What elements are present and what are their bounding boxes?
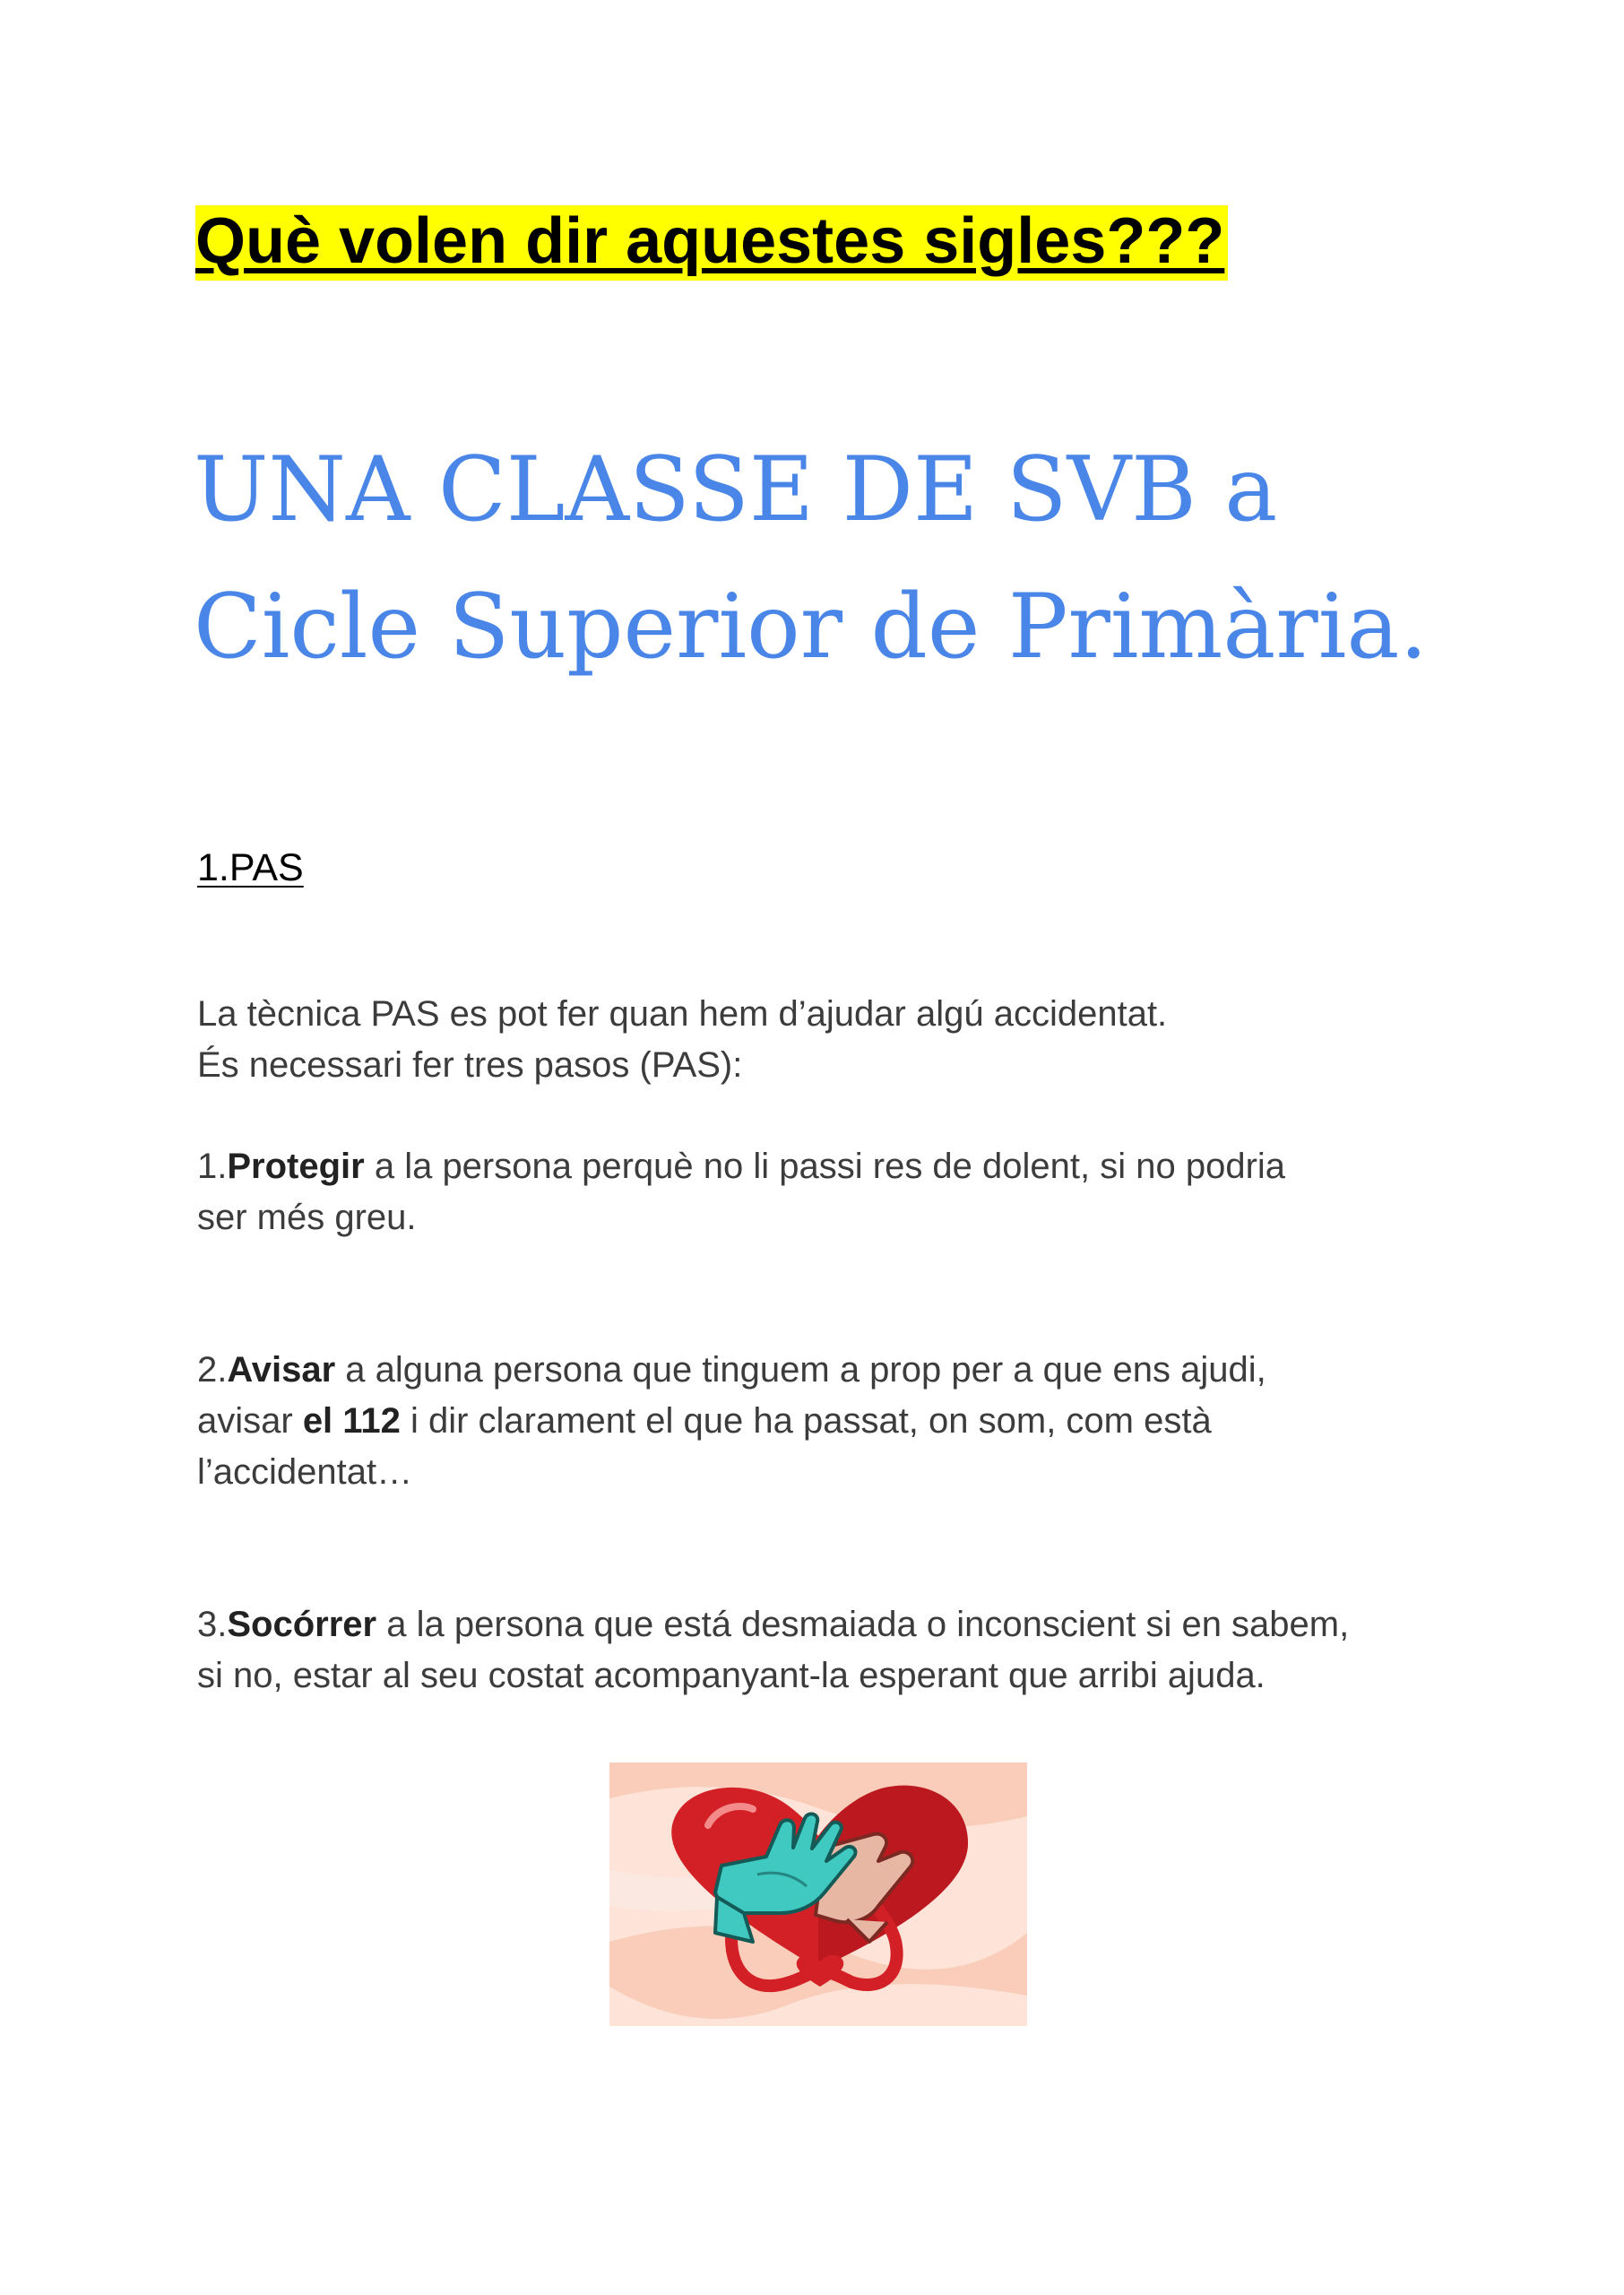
page-heading (195, 199, 1228, 283)
step-socorrer (197, 1599, 1452, 1702)
title-line-1: UNA CLASSE DE SVB a (194, 438, 1278, 541)
heading-text: Què volen dir aquestes sigles??? (195, 205, 1228, 281)
emergency-number: el 112 (302, 1401, 401, 1441)
step-1-line-2: ser més greu. (197, 1198, 417, 1237)
step-1-number: 1. (197, 1147, 228, 1186)
step-2-line-2 (197, 1396, 1452, 1447)
step-2-number: 2. (197, 1350, 228, 1390)
step-protegir (197, 1141, 1452, 1243)
step-3-line-1 (197, 1599, 1452, 1650)
step-2-keyword: Avisar (227, 1350, 336, 1390)
document-title (194, 421, 1538, 696)
step-2-line-2-pre: avisar (197, 1401, 303, 1441)
section-heading: 1.PAS (197, 846, 304, 889)
step-3-line-2: si no, estar al seu costat acompanyant-la esperant que arribi ajuda. (197, 1656, 1266, 1695)
step-2-text: a alguna persona que tinguem a prop per a que ens ajudi, (335, 1350, 1266, 1390)
step-1-line-1 (197, 1141, 1452, 1192)
step-avisar (197, 1345, 1452, 1498)
step-1-keyword: Protegir (227, 1147, 365, 1186)
intro-line-1: La tècnica PAS es pot fer quan hem d’ajudar algú accidentat. (197, 994, 1168, 1034)
step-2-line-3: l’accidentat… (197, 1452, 413, 1492)
step-2-line-1 (197, 1345, 1452, 1396)
step-3-text: a la persona que está desmaiada o inconscient si en sabem, (376, 1605, 1350, 1644)
title-line-2: Cicle Superior de Primària. (194, 576, 1428, 679)
cpr-hands-heart-icon (609, 1762, 1027, 2026)
step-3-keyword: Socórrer (227, 1605, 377, 1644)
step-2-line-2-rest: i dir clarament el que ha passat, on som, com està (400, 1401, 1212, 1441)
step-1-text: a la persona perquè no li passi res de dolent, si no podria (364, 1147, 1286, 1186)
intro-paragraph (197, 989, 1452, 1091)
intro-line-2: És necessari fer tres pasos (PAS): (197, 1045, 743, 1085)
step-3-number: 3. (197, 1605, 228, 1644)
